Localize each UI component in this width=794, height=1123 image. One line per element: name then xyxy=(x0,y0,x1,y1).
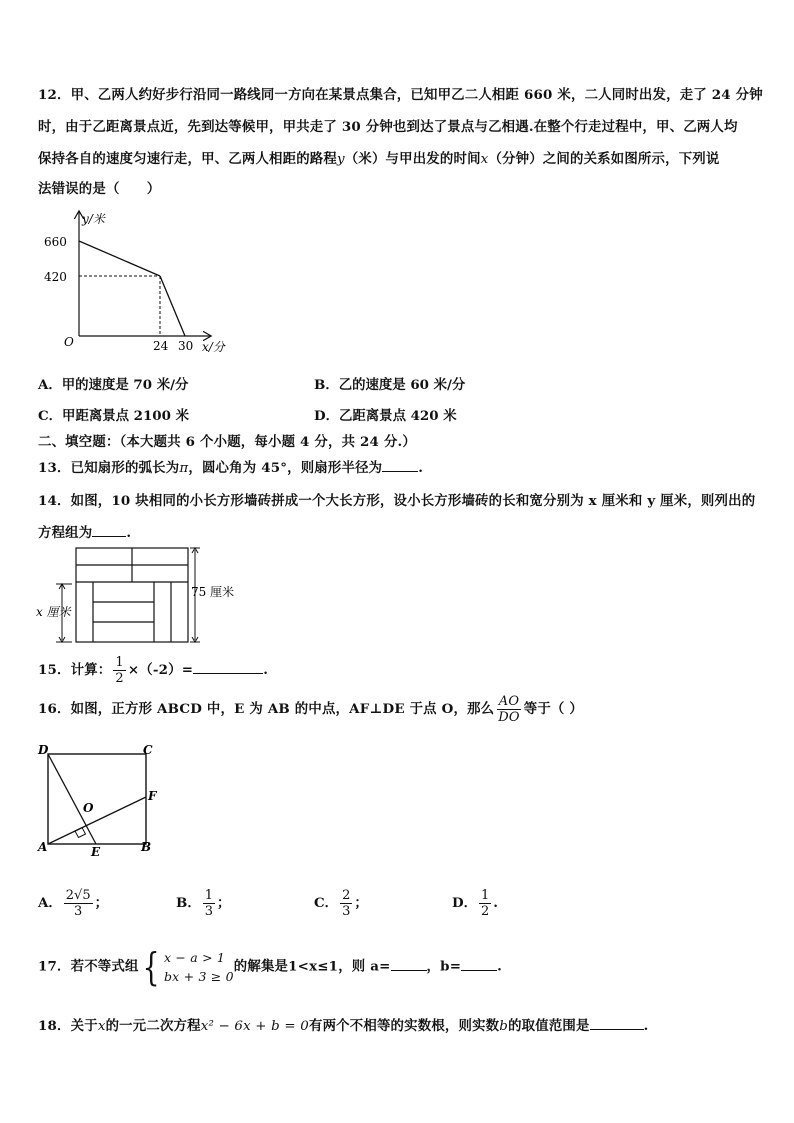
q14-line-1: 14．如图，10 块相同的小长方形墙砖拼成一个大长方形，设小长方形墙砖的长和宽分别为 x 厘米和 y 厘米，则列出的 xyxy=(38,493,756,509)
q16-option-c xyxy=(314,888,368,919)
q15-answer-blank[interactable] xyxy=(193,661,263,674)
q17-text xyxy=(38,945,502,989)
q17-part: 的解集是1<x≤1，则 a= xyxy=(233,958,391,975)
q16-option-d xyxy=(452,888,498,919)
q12-graph-segment-1 xyxy=(79,241,160,276)
q12-y-axis-label: y/米 xyxy=(82,212,105,226)
q16-option-b xyxy=(176,888,230,919)
q12-line-2: 时，由于乙距离景点近，先到达等候甲，甲共走了 30 分钟也到达了景点与乙相遇.在整个行走过程中，甲、乙两人均 xyxy=(38,119,738,135)
q12-tick-420: 420 xyxy=(44,270,67,284)
q16-option-c-num: 2 xyxy=(342,888,351,903)
q17-answer-blank-a[interactable] xyxy=(391,958,427,971)
q16-label-a: A xyxy=(38,840,48,854)
q18-var-x: x xyxy=(97,1019,106,1034)
q16-option-d-label: D． xyxy=(452,895,478,911)
q15-part: 15．计算： xyxy=(38,662,112,678)
q16-option-b-label: B． xyxy=(176,895,201,911)
q16-part: 等于（ ） xyxy=(523,701,583,717)
q15-text xyxy=(38,655,268,686)
q12-tick-660: 660 xyxy=(44,235,67,249)
q12-option-b: B．乙的速度是 60 米/分 xyxy=(314,377,466,393)
q12-origin: O xyxy=(64,335,74,349)
q16-label-d: D xyxy=(38,743,49,757)
q16-option-c-den: 3 xyxy=(342,904,351,919)
q16-label-o: O xyxy=(83,801,94,815)
q14-end: . xyxy=(126,525,132,541)
q12-option-c: C．甲距离景点 2100 米 xyxy=(38,408,189,424)
q17-answer-blank-b[interactable] xyxy=(461,958,497,971)
q12-line-4: 法错误的是（ ） xyxy=(38,181,161,197)
q17-end: . xyxy=(497,958,502,975)
q16-option-a-sep: ； xyxy=(94,895,108,911)
q16-option-c-label: C． xyxy=(314,895,339,911)
q17-inequality-system xyxy=(139,945,234,989)
q16-option-a-fraction xyxy=(64,888,93,919)
q18-part: 的一元二次方程 xyxy=(105,1018,201,1034)
q18-part: 18．关于 xyxy=(38,1018,98,1034)
q16-option-c-sep: ； xyxy=(354,895,368,911)
q16-part: 16．如图，正方形 ABCD 中，E 为 AB 的中点，AF⊥DE 于点 O，那么 xyxy=(38,701,495,717)
q14-line-2 xyxy=(38,522,131,541)
q12-option-a: A．甲的速度是 70 米/分 xyxy=(38,377,189,393)
q12-line-3-part: （米）与甲出发的时间 xyxy=(344,151,481,167)
q15-fraction xyxy=(113,655,125,686)
q13-text xyxy=(38,457,423,476)
q12-option-d: D．乙距离景点 420 米 xyxy=(314,408,457,424)
q12-var-y: y xyxy=(337,152,345,167)
q18-end: . xyxy=(643,1018,649,1034)
q16-option-d-fraction xyxy=(479,888,491,919)
q12-var-x: x xyxy=(480,152,489,167)
q16-den: DO xyxy=(498,710,520,725)
q16-option-a-num: 2√5 xyxy=(65,888,91,903)
q12-x-axis-label: x/分 xyxy=(202,340,225,354)
q18-part: 有两个不相等的实数根，则实数 xyxy=(309,1018,500,1034)
q13-end: . xyxy=(418,460,424,476)
q16-option-a-label: A． xyxy=(38,895,62,911)
q13-part: ，圆心角为 45°，则扇形半径为 xyxy=(188,460,383,476)
q13-part: 13．已知扇形的弧长为 xyxy=(38,460,180,476)
q12-line-3-part: 保持各自的速度匀速行走，甲、乙两人相距的路程 xyxy=(38,151,337,167)
q16-option-d-num: 1 xyxy=(481,888,490,903)
q15-part: ×（-2）= xyxy=(127,662,194,678)
q12-distance-time-graph xyxy=(38,206,238,356)
q16-segment-af xyxy=(48,797,146,844)
q18-text xyxy=(38,1015,648,1034)
q16-option-b-num: 1 xyxy=(204,888,213,903)
q16-option-b-den: 3 xyxy=(204,904,213,919)
q18-answer-blank[interactable] xyxy=(590,1017,644,1030)
q14-label-75: 75 厘米 xyxy=(191,585,235,599)
q16-segment-de xyxy=(48,754,96,844)
q17-part: ，b= xyxy=(426,958,462,975)
q16-option-d-den: 2 xyxy=(481,904,490,919)
q12-line-1: 12．甲、乙两人约好步行沿同一路线同一方向在某景点集合，已知甲乙二人相距 660 米，二人同时出发，走了 24 分钟 xyxy=(38,87,763,103)
q16-label-c: C xyxy=(143,743,153,757)
q15-end: . xyxy=(263,662,269,678)
q12-tick-24: 24 xyxy=(153,339,169,353)
q13-answer-blank[interactable] xyxy=(382,459,418,472)
q16-label-f: F xyxy=(148,789,157,803)
q16-option-d-end: . xyxy=(493,895,498,911)
q16-label-b: B xyxy=(141,840,152,854)
q15-den: 2 xyxy=(115,671,124,686)
section-2-heading: 二、填空题：（本大题共 6 个小题，每小题 4 分，共 24 分.） xyxy=(38,434,416,450)
q12-graph-segment-2 xyxy=(160,276,185,336)
q16-option-c-fraction xyxy=(340,888,352,919)
q16-option-a xyxy=(38,888,108,919)
q16-square-figure xyxy=(34,740,174,862)
q16-text xyxy=(38,694,583,725)
q14-label-x: x 厘米 xyxy=(36,605,71,619)
q16-fraction xyxy=(496,694,521,725)
q14-answer-blank[interactable] xyxy=(92,524,126,537)
q17-row-2: bx + 3 ≥ 0 xyxy=(163,969,234,984)
q18-part: 的取值范围是 xyxy=(508,1018,590,1034)
q18-var-b: b xyxy=(499,1019,509,1034)
q13-pi: π xyxy=(179,461,189,476)
q16-label-e: E xyxy=(91,845,101,859)
q16-num: AO xyxy=(498,694,520,709)
q14-brick-figure xyxy=(34,544,254,648)
q15-num: 1 xyxy=(115,655,124,670)
q16-option-b-fraction xyxy=(203,888,215,919)
q14-part: 方程组为 xyxy=(38,525,93,541)
q17-row-1: x − a > 1 xyxy=(163,950,226,965)
q12-tick-30: 30 xyxy=(178,339,194,353)
q16-option-a-den: 3 xyxy=(74,904,83,919)
q12-line-3-part: （分钟）之间的关系如图所示，下列说 xyxy=(488,151,720,167)
q17-brace: { xyxy=(142,945,160,989)
q16-option-b-sep: ； xyxy=(217,895,231,911)
q17-part: 17．若不等式组 xyxy=(38,958,139,975)
q18-equation: x² − 6x + b = 0 xyxy=(200,1019,309,1034)
q12-line-3 xyxy=(38,148,719,167)
